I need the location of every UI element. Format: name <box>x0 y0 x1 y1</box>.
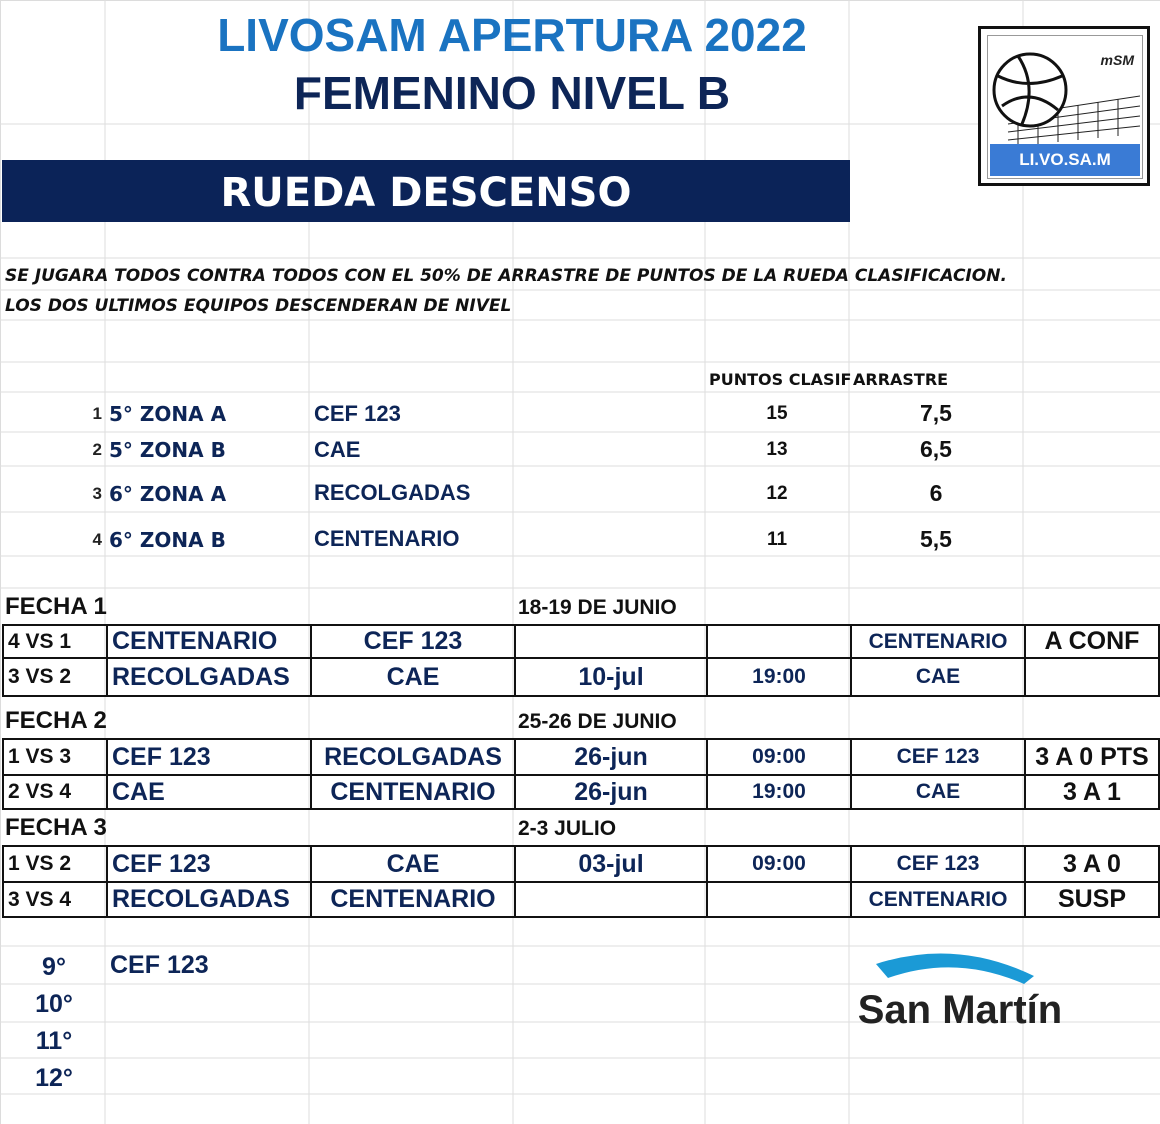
match-winner: CAE <box>851 775 1025 809</box>
final-position: 11° <box>35 1027 73 1055</box>
match-vs: 1 VS 2 <box>3 846 107 882</box>
match-home: CEF 123 <box>107 846 311 882</box>
fecha-2-label: FECHA 2 <box>5 707 107 734</box>
match-date: 26-jun <box>515 775 707 809</box>
match-time: 09:00 <box>707 846 851 882</box>
sponsor-name: San Martín <box>857 988 1063 1032</box>
match-date: 10-jul <box>515 658 707 696</box>
match-row <box>3 846 1159 882</box>
standing-arrastre: 6,5 <box>920 436 952 462</box>
standing-rank: 3 <box>92 484 102 503</box>
page-title: LIVOSAM APERTURA 2022 <box>217 9 807 61</box>
standing-team: CENTENARIO <box>314 526 460 551</box>
match-vs: 4 VS 1 <box>3 625 107 658</box>
match-winner: CENTENARIO <box>851 882 1025 917</box>
fecha-1-label: FECHA 1 <box>5 593 107 620</box>
fecha-1-table <box>2 624 1160 697</box>
fecha-3-dates: 2-3 JULIO <box>518 817 617 840</box>
match-result <box>1025 658 1159 696</box>
match-result: 3 A 0 <box>1025 846 1159 882</box>
match-away: CENTENARIO <box>311 882 515 917</box>
match-winner: CEF 123 <box>851 739 1025 775</box>
match-time <box>707 625 851 658</box>
standing-puntos: 15 <box>766 403 788 424</box>
final-position: 12° <box>35 1064 73 1092</box>
match-time <box>707 882 851 917</box>
match-away: CENTENARIO <box>311 775 515 809</box>
logo-label: LI.VO.SA.M <box>990 144 1140 176</box>
final-team: CEF 123 <box>110 951 209 979</box>
match-home: CENTENARIO <box>107 625 311 658</box>
logo-frame <box>987 35 1143 179</box>
standing-rank: 4 <box>92 530 102 549</box>
standing-rank: 1 <box>92 404 102 423</box>
col-header-puntos: PUNTOS CLASIF <box>709 370 852 389</box>
san-martin-arc-icon <box>846 944 1074 994</box>
match-winner: CEF 123 <box>851 846 1025 882</box>
match-row <box>3 739 1159 775</box>
san-martin-logo <box>846 944 1074 1040</box>
standing-zone: 5° ZONA A <box>109 402 227 426</box>
match-time: 09:00 <box>707 739 851 775</box>
match-home: RECOLGADAS <box>107 658 311 696</box>
standing-team: CEF 123 <box>314 401 401 426</box>
final-position: 9° <box>42 953 66 981</box>
match-winner: CENTENARIO <box>851 625 1025 658</box>
match-winner: CAE <box>851 658 1025 696</box>
match-row <box>3 625 1159 658</box>
standing-arrastre: 6 <box>929 480 943 506</box>
match-row <box>3 882 1159 917</box>
standing-puntos: 11 <box>766 529 788 550</box>
standing-team: CAE <box>314 437 361 462</box>
standing-zone: 6° ZONA B <box>109 528 226 552</box>
match-date <box>515 882 707 917</box>
match-result: A CONF <box>1025 625 1159 658</box>
match-away: CEF 123 <box>311 625 515 658</box>
match-home: CEF 123 <box>107 739 311 775</box>
match-result: 3 A 0 PTS <box>1025 739 1159 775</box>
livosam-logo <box>978 26 1150 186</box>
note-line-1: SE JUGARA TODOS CONTRA TODOS CON EL 50% DE ARRASTRE DE PUNTOS DE LA RUEDA CLASIFICACION. <box>5 266 1007 286</box>
standing-arrastre: 5,5 <box>920 526 952 552</box>
standing-zone: 5° ZONA B <box>109 438 226 462</box>
match-result: 3 A 1 <box>1025 775 1159 809</box>
match-vs: 2 VS 4 <box>3 775 107 809</box>
match-vs: 3 VS 4 <box>3 882 107 917</box>
match-away: CAE <box>311 846 515 882</box>
match-vs: 1 VS 3 <box>3 739 107 775</box>
page-subtitle: FEMENINO NIVEL B <box>293 67 731 119</box>
match-date <box>515 625 707 658</box>
standing-team: RECOLGADAS <box>314 480 471 505</box>
match-time: 19:00 <box>707 658 851 696</box>
match-date: 26-jun <box>515 739 707 775</box>
standing-arrastre: 7,5 <box>920 400 952 426</box>
match-home: CAE <box>107 775 311 809</box>
match-home: RECOLGADAS <box>107 882 311 917</box>
match-time: 19:00 <box>707 775 851 809</box>
banner-title: RUEDA DESCENSO <box>220 170 632 216</box>
match-vs: 3 VS 2 <box>3 658 107 696</box>
standing-zone: 6° ZONA A <box>109 482 227 506</box>
fecha-3-label: FECHA 3 <box>5 814 107 841</box>
fecha-3-table <box>2 845 1160 918</box>
col-header-arrastre: ARRASTRE <box>853 370 949 389</box>
note-line-2: LOS DOS ULTIMOS EQUIPOS DESCENDERAN DE NIVEL <box>5 296 512 316</box>
logo-msm-text: mSM <box>1100 52 1134 68</box>
standing-puntos: 13 <box>766 439 788 460</box>
standing-puntos: 12 <box>766 483 788 504</box>
fecha-1-dates: 18-19 DE JUNIO <box>518 596 677 619</box>
match-row <box>3 775 1159 809</box>
fecha-2-table <box>2 738 1160 810</box>
match-away: CAE <box>311 658 515 696</box>
match-result: SUSP <box>1025 882 1159 917</box>
match-away: RECOLGADAS <box>311 739 515 775</box>
fecha-2-dates: 25-26 DE JUNIO <box>518 710 677 733</box>
match-date: 03-jul <box>515 846 707 882</box>
standing-rank: 2 <box>92 440 102 459</box>
final-position: 10° <box>35 990 73 1018</box>
match-row <box>3 658 1159 696</box>
